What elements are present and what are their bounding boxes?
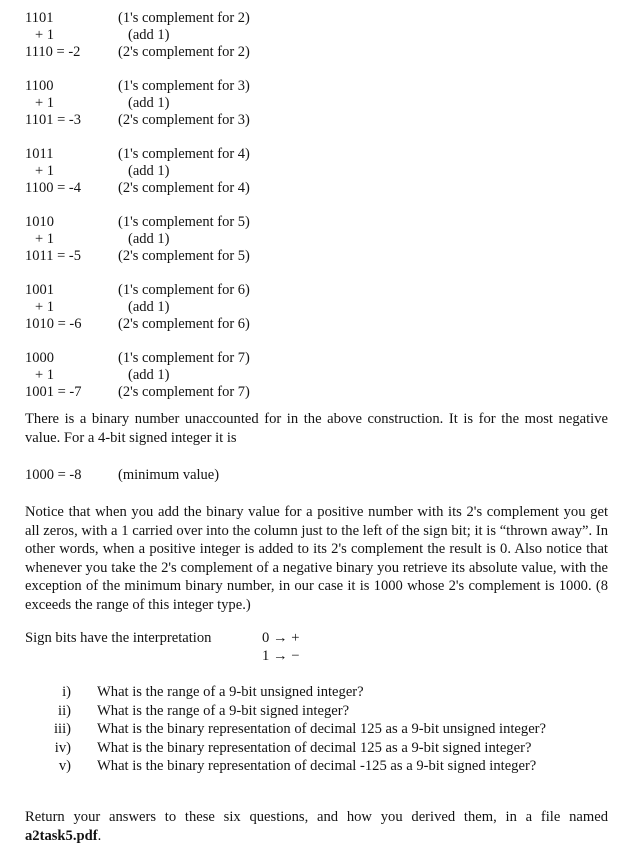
twos-complement-desc: (2's complement for 2) — [118, 44, 250, 60]
ones-complement-bits: 1100 — [25, 78, 54, 94]
table-row — [25, 78, 355, 95]
add-one-desc: (add 1) — [128, 163, 170, 179]
sign-bits-row — [25, 629, 608, 665]
add-one-bits: + 1 — [35, 163, 55, 179]
paragraph-return-instructions — [25, 808, 608, 845]
complement-group — [25, 282, 355, 333]
table-row — [25, 214, 355, 231]
questions-list — [25, 683, 608, 776]
ones-complement-bits: 1011 — [25, 146, 54, 162]
twos-complement-desc: (2's complement for 7) — [118, 384, 250, 400]
complement-group — [25, 146, 355, 197]
twos-complement-desc: (2's complement for 6) — [118, 316, 250, 332]
complement-group — [25, 350, 355, 401]
ones-complement-bits: 1010 — [25, 214, 54, 230]
twos-complement-bits: 1011 = -5 — [25, 248, 81, 264]
return-instructions-prefix: Return your answers to these six questions, and how you derived them, in a file named — [25, 809, 608, 825]
table-row — [25, 95, 355, 112]
table-row — [25, 10, 355, 27]
twos-complement-bits: 1110 = -2 — [25, 44, 81, 60]
twos-complement-bits: 1100 = -4 — [25, 180, 81, 196]
sign-bits-mapping — [262, 629, 299, 665]
twos-complement-bits: 1001 = -7 — [25, 384, 82, 400]
ones-complement-desc: (1's complement for 7) — [118, 350, 250, 366]
complement-group — [25, 10, 355, 61]
question-text: What is the range of a 9-bit signed integer? — [97, 702, 350, 719]
add-one-desc: (add 1) — [128, 367, 170, 383]
paragraph-notice: Notice that when you add the binary value for a positive number with its 2's complement you get all zeros, with a 1 carried over into the column just to the left of the sign bit; it is “thrown away”. In other words, when a positive integer is added to its 2's complement the result is 0. Also notice that whenever you take the 2's complement of a negative binary you retrieve its absolute value, with the exception of the minimum binary number, in our case it is 1000 whose 2's complement is 1000. (8 exceeds the range of this integer type.) — [25, 504, 608, 613]
question-text: What is the binary representation of decimal -125 as a 9-bit signed integer? — [97, 758, 537, 775]
add-one-bits: + 1 — [35, 299, 55, 315]
question-text: What is the range of a 9-bit unsigned integer? — [97, 684, 364, 700]
table-row — [25, 146, 355, 163]
table-row — [25, 44, 355, 61]
list-item — [25, 720, 608, 739]
question-numeral: iv) — [54, 739, 71, 756]
question-text: What is the binary representation of decimal 125 as a 9-bit unsigned integer? — [97, 721, 547, 738]
return-instructions-suffix: . — [97, 827, 102, 844]
complement-group — [25, 214, 355, 265]
add-one-desc: (add 1) — [128, 27, 170, 43]
table-row — [25, 27, 355, 44]
add-one-desc: (add 1) — [128, 231, 170, 247]
ones-complement-desc: (1's complement for 4) — [118, 146, 250, 162]
ones-complement-bits: 1001 — [25, 282, 54, 298]
add-one-bits: + 1 — [35, 231, 55, 247]
add-one-desc: (add 1) — [128, 95, 170, 111]
minimum-value-line — [25, 467, 608, 484]
table-row — [25, 231, 355, 248]
ones-complement-desc: (1's complement for 5) — [118, 214, 250, 230]
sign-bits-label: Sign bits have the interpretation — [25, 630, 212, 646]
add-one-bits: + 1 — [35, 27, 55, 43]
minimum-value-row — [25, 467, 608, 484]
table-row — [25, 367, 355, 384]
list-item — [25, 702, 608, 721]
ones-complement-bits: 1000 — [25, 350, 54, 366]
table-row — [25, 248, 355, 265]
table-row — [25, 163, 355, 180]
table-row — [25, 384, 355, 401]
ones-complement-desc: (1's complement for 3) — [118, 78, 250, 94]
twos-complement-desc: (2's complement for 5) — [118, 248, 250, 264]
list-item — [25, 739, 608, 758]
minimum-value-bits: 1000 = -8 — [25, 467, 82, 483]
question-text: What is the binary representation of decimal 125 as a 9-bit signed integer? — [97, 739, 532, 756]
table-row — [25, 112, 355, 129]
table-row — [25, 180, 355, 197]
paragraph-unaccounted: There is a binary number unaccounted for in the above construction. It is for the most negative value. For a 4-bit signed integer it is — [25, 411, 608, 446]
twos-complement-desc: (2's complement for 4) — [118, 180, 250, 196]
table-row — [25, 316, 355, 333]
twos-complement-table — [25, 10, 355, 418]
question-numeral: ii) — [58, 702, 71, 719]
twos-complement-bits: 1010 = -6 — [25, 316, 82, 332]
sign-bit-one-mapping: 1 → − — [262, 648, 300, 664]
question-numeral: v) — [58, 758, 71, 775]
add-one-bits: + 1 — [35, 95, 55, 111]
add-one-bits: + 1 — [35, 367, 55, 383]
twos-complement-desc: (2's complement for 3) — [118, 112, 250, 128]
sign-bit-zero-mapping: 0 → + — [262, 630, 300, 646]
list-item — [25, 757, 608, 776]
ones-complement-bits: 1101 — [25, 10, 54, 26]
table-row — [25, 299, 355, 316]
list-item — [25, 683, 608, 702]
minimum-value-desc: (minimum value) — [118, 467, 220, 483]
table-row — [25, 350, 355, 367]
question-numeral: i) — [62, 684, 71, 700]
complement-group — [25, 78, 355, 129]
table-row — [25, 282, 355, 299]
ones-complement-desc: (1's complement for 6) — [118, 282, 250, 298]
add-one-desc: (add 1) — [128, 299, 170, 315]
twos-complement-bits: 1101 = -3 — [25, 112, 81, 128]
submission-filename: a2task5.pdf — [25, 827, 98, 844]
sign-bits-block — [25, 629, 608, 665]
ones-complement-desc: (1's complement for 2) — [118, 10, 250, 26]
question-numeral: iii) — [53, 721, 71, 738]
